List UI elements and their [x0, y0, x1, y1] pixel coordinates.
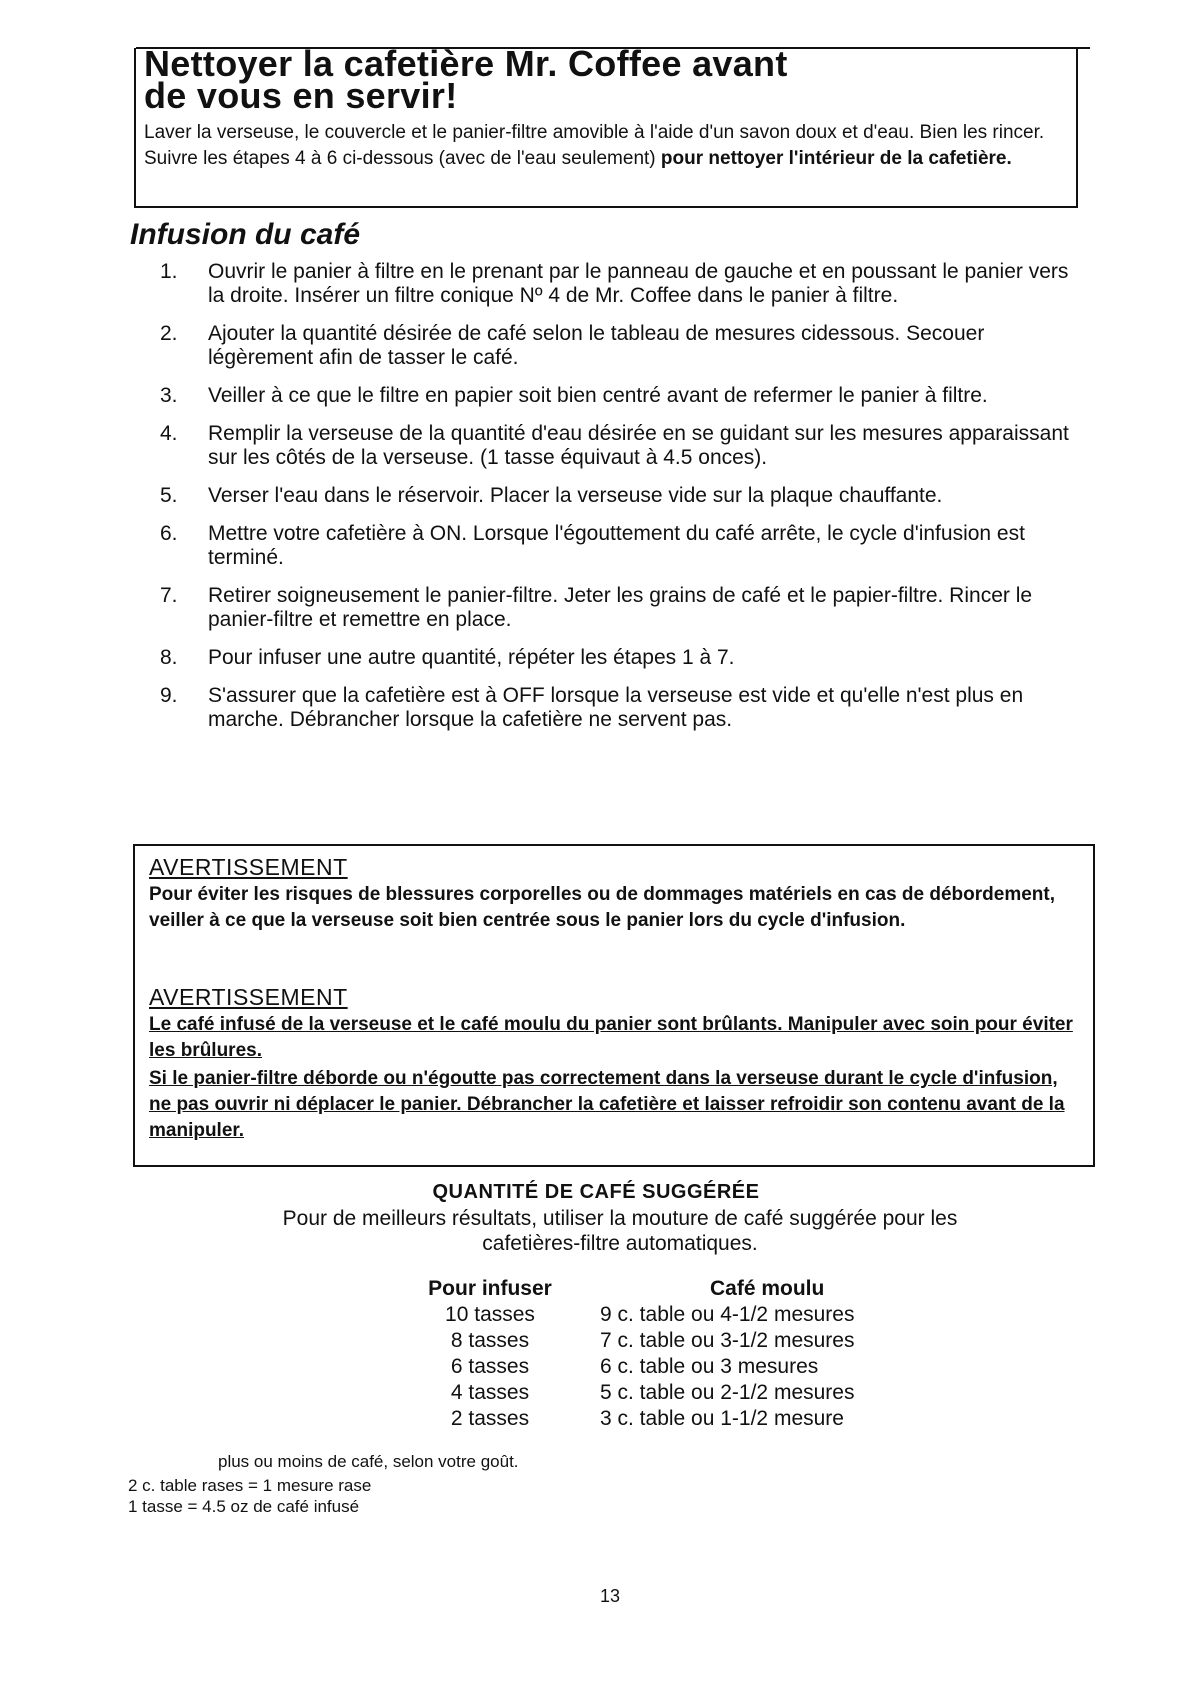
coffee-cell: 9 c. table ou 4-1/2 mesures	[600, 1303, 855, 1326]
cups-header: Pour infuser	[428, 1277, 552, 1300]
coffee-cell: 3 c. table ou 1-1/2 mesure	[600, 1407, 844, 1430]
page-number: 13	[599, 1586, 621, 1606]
step-number: 5.	[160, 484, 178, 507]
step-item	[160, 322, 1080, 370]
step-item	[160, 522, 1080, 570]
step-number: 7.	[160, 584, 178, 607]
clean-before-use-box	[134, 43, 1078, 208]
step-number: 4.	[160, 422, 178, 445]
step-number: 6.	[160, 522, 178, 545]
warning-text-3: Si le panier-filtre déborde ou n'égoutte pas correctement dans la verseuse durant le cycle d'infusion, ne pas ouvrir ni déplacer le panier. Débrancher la cafetière et laisser refroidir son contenu avant de la manipuler.	[149, 1068, 1065, 1141]
note-tablespoons: 2 c. table rases = 1 mesure rase	[128, 1476, 372, 1495]
brewing-title: Infusion du café	[130, 218, 361, 251]
clean-title-line2: de vous en servir!	[144, 75, 458, 116]
cups-cell: 8 tasses	[450, 1329, 530, 1352]
step-item	[160, 384, 1080, 408]
clean-body	[144, 120, 1069, 172]
step-text: S'assurer que la cafetière est à OFF lorsque la verseuse est vide et qu'elle n'est plus en marche. Débrancher lorsque la cafetière ne servent pas.	[208, 684, 1024, 731]
step-item	[160, 684, 1080, 732]
warning-heading-1: AVERTISSEMENT	[149, 854, 348, 880]
step-item	[160, 260, 1080, 308]
coffee-cell: 5 c. table ou 2-1/2 mesures	[600, 1381, 855, 1404]
step-number: 2.	[160, 322, 178, 345]
coffee-cell: 7 c. table ou 3-1/2 mesures	[600, 1329, 855, 1352]
clean-title	[144, 43, 1044, 116]
step-number: 1.	[160, 260, 178, 283]
step-item	[160, 422, 1080, 470]
cups-cell: 10 tasses	[445, 1303, 535, 1326]
step-number: 9.	[160, 684, 178, 707]
warning-text-1: Pour éviter les risques de blessures corporelles ou de dommages matériels en cas de débordement, veiller à ce que la verseuse soit bien centrée sous le panier lors du cycle d'infusion.	[149, 884, 1056, 931]
clean-body-text: Laver la verseuse, le couvercle et le panier-filtre amovible à l'aide d'un savon doux et d'eau. Bien les rincer. Suivre les étapes 4 à 6 ci-dessous (avec de l'eau seulement)	[144, 122, 1045, 169]
step-number: 8.	[160, 646, 178, 669]
note-cup: 1 tasse = 4.5 oz de café infusé	[128, 1497, 360, 1516]
coffee-header: Café moulu	[710, 1277, 825, 1300]
warning-text-2: Le café infusé de la verseuse et le café moulu du panier sont brûlants. Manipuler avec soin pour éviter les brûlures.	[149, 1014, 1073, 1061]
step-item	[160, 584, 1080, 632]
step-text: Pour infuser une autre quantité, répéter les étapes 1 à 7.	[208, 646, 735, 669]
brewing-steps	[160, 260, 1080, 746]
note-taste: plus ou moins de café, selon votre goût.	[218, 1452, 519, 1471]
step-item	[160, 646, 1080, 670]
step-text: Verser l'eau dans le réservoir. Placer la verseuse vide sur la plaque chauffante.	[208, 484, 943, 507]
cups-cell: 6 tasses	[450, 1355, 530, 1378]
step-item	[160, 484, 1080, 508]
step-text: Remplir la verseuse de la quantité d'eau désirée en se guidant sur les mesures apparaissant sur les côtés de la verseuse. (1 tasse équivaut à 4.5 onces).	[208, 422, 1069, 469]
quantity-intro: Pour de meilleurs résultats, utiliser la mouture de café suggérée pour les cafetières-filtre automatiques.	[282, 1207, 958, 1255]
cups-cell: 2 tasses	[450, 1407, 530, 1430]
quantity-cups-column	[400, 1276, 580, 1432]
warning-heading-2: AVERTISSEMENT	[149, 984, 348, 1010]
coffee-cell: 6 c. table ou 3 mesures	[600, 1355, 819, 1378]
step-text: Retirer soigneusement le panier-filtre. Jeter les grains de café et le papier-filtre. Rincer le panier-filtre et remettre en place.	[208, 584, 1033, 631]
step-text: Veiller à ce que le filtre en papier soit bien centré avant de refermer le panier à filtre.	[208, 384, 988, 407]
step-text: Ajouter la quantité désirée de café selon le tableau de mesures cidessous. Secouer légèrement afin de tasser le café.	[208, 322, 985, 369]
warning-box	[133, 844, 1095, 1167]
step-number: 3.	[160, 384, 178, 407]
clean-title-line1: Nettoyer la cafetière Mr. Coffee avant	[144, 43, 788, 84]
quantity-title: QUANTITÉ DE CAFÉ SUGGÉRÉE	[432, 1181, 760, 1203]
step-text: Ouvrir le panier à filtre en le prenant par le panneau de gauche et en poussant le panier vers la droite. Insérer un filtre conique Nº 4 de Mr. Coffee dans le panier à filtre.	[208, 260, 1069, 307]
clean-body-bold: pour nettoyer l'intérieur de la cafetière.	[660, 148, 1012, 169]
quantity-coffee-column	[600, 1276, 940, 1432]
cups-cell: 4 tasses	[450, 1381, 530, 1404]
step-text: Mettre votre cafetière à ON. Lorsque l'égouttement du café arrête, le cycle d'infusion est terminé.	[208, 522, 1025, 569]
